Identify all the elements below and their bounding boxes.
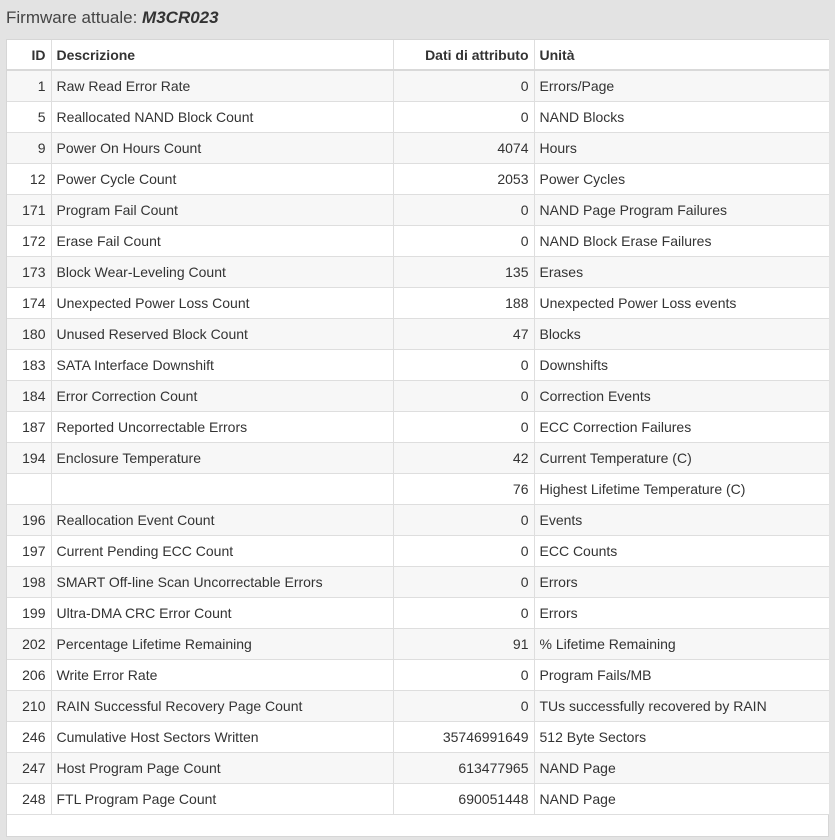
column-header-attribute-data[interactable]: Dati di attributo xyxy=(393,40,534,70)
attribute-unit-cell: Unexpected Power Loss events xyxy=(534,288,829,319)
attribute-unit-cell: Erases xyxy=(534,257,829,288)
attribute-id-cell: 172 xyxy=(7,226,51,257)
attribute-id-cell: 248 xyxy=(7,784,51,815)
table-row[interactable] xyxy=(7,133,829,164)
attribute-description-cell: Raw Read Error Rate xyxy=(51,70,393,102)
attribute-id-cell: 173 xyxy=(7,257,51,288)
attribute-description-cell: Program Fail Count xyxy=(51,195,393,226)
attribute-unit-cell: ECC Correction Failures xyxy=(534,412,829,443)
table-row[interactable] xyxy=(7,226,829,257)
column-header-description[interactable]: Descrizione xyxy=(51,40,393,70)
attribute-description-cell: Unused Reserved Block Count xyxy=(51,319,393,350)
attribute-value-cell: 613477965 xyxy=(393,753,534,784)
attribute-value-cell: 0 xyxy=(393,660,534,691)
table-body xyxy=(7,70,829,815)
attribute-id-cell: 5 xyxy=(7,102,51,133)
attribute-id-cell: 194 xyxy=(7,443,51,474)
attribute-value-cell: 0 xyxy=(393,350,534,381)
attribute-description-cell: Write Error Rate xyxy=(51,660,393,691)
attribute-description-cell: Current Pending ECC Count xyxy=(51,536,393,567)
attribute-id-cell: 197 xyxy=(7,536,51,567)
attribute-value-cell: 0 xyxy=(393,505,534,536)
attribute-description-cell: SATA Interface Downshift xyxy=(51,350,393,381)
table-row[interactable] xyxy=(7,660,829,691)
table-row[interactable] xyxy=(7,474,829,505)
attribute-id-cell: 198 xyxy=(7,567,51,598)
table-row[interactable] xyxy=(7,195,829,226)
attribute-id-cell: 206 xyxy=(7,660,51,691)
smart-attributes-table xyxy=(7,40,829,815)
attribute-unit-cell: Program Fails/MB xyxy=(534,660,829,691)
table-header-row xyxy=(7,40,829,70)
attribute-value-cell: 0 xyxy=(393,412,534,443)
table-row[interactable] xyxy=(7,257,829,288)
attribute-id-cell: 12 xyxy=(7,164,51,195)
attribute-description-cell: Erase Fail Count xyxy=(51,226,393,257)
attribute-description-cell: Unexpected Power Loss Count xyxy=(51,288,393,319)
attribute-value-cell: 0 xyxy=(393,102,534,133)
attribute-id-cell: 180 xyxy=(7,319,51,350)
attribute-description-cell: Power On Hours Count xyxy=(51,133,393,164)
table-row[interactable] xyxy=(7,753,829,784)
attribute-unit-cell: Current Temperature (C) xyxy=(534,443,829,474)
attribute-description-cell: Enclosure Temperature xyxy=(51,443,393,474)
attribute-description-cell: Ultra-DMA CRC Error Count xyxy=(51,598,393,629)
attribute-unit-cell: % Lifetime Remaining xyxy=(534,629,829,660)
attribute-value-cell: 2053 xyxy=(393,164,534,195)
attribute-id-cell: 199 xyxy=(7,598,51,629)
attribute-value-cell: 0 xyxy=(393,536,534,567)
firmware-header xyxy=(6,8,219,28)
attribute-unit-cell: Highest Lifetime Temperature (C) xyxy=(534,474,829,505)
attribute-value-cell: 0 xyxy=(393,691,534,722)
table-row[interactable] xyxy=(7,567,829,598)
attribute-value-cell: 35746991649 xyxy=(393,722,534,753)
table-row[interactable] xyxy=(7,536,829,567)
attribute-unit-cell: Blocks xyxy=(534,319,829,350)
attribute-value-cell: 135 xyxy=(393,257,534,288)
attribute-description-cell: SMART Off-line Scan Uncorrectable Errors xyxy=(51,567,393,598)
attribute-description-cell: FTL Program Page Count xyxy=(51,784,393,815)
attribute-value-cell: 47 xyxy=(393,319,534,350)
attribute-id-cell: 187 xyxy=(7,412,51,443)
table-row[interactable] xyxy=(7,598,829,629)
attribute-value-cell: 91 xyxy=(393,629,534,660)
table-row[interactable] xyxy=(7,691,829,722)
attribute-value-cell: 690051448 xyxy=(393,784,534,815)
attribute-value-cell: 0 xyxy=(393,70,534,102)
table-row[interactable] xyxy=(7,350,829,381)
attribute-id-cell: 183 xyxy=(7,350,51,381)
smart-attributes-panel xyxy=(6,39,829,837)
attribute-id-cell: 202 xyxy=(7,629,51,660)
attribute-unit-cell: Downshifts xyxy=(534,350,829,381)
table-row[interactable] xyxy=(7,102,829,133)
table-row[interactable] xyxy=(7,319,829,350)
attribute-unit-cell: Correction Events xyxy=(534,381,829,412)
attribute-description-cell: Reallocation Event Count xyxy=(51,505,393,536)
attribute-value-cell: 0 xyxy=(393,226,534,257)
attribute-unit-cell: Hours xyxy=(534,133,829,164)
attribute-unit-cell: NAND Page Program Failures xyxy=(534,195,829,226)
attribute-value-cell: 0 xyxy=(393,567,534,598)
attribute-id-cell: 210 xyxy=(7,691,51,722)
attribute-id-cell: 196 xyxy=(7,505,51,536)
column-header-unit[interactable]: Unità xyxy=(534,40,829,70)
attribute-id-cell: 174 xyxy=(7,288,51,319)
attribute-unit-cell: Errors xyxy=(534,598,829,629)
table-row[interactable] xyxy=(7,288,829,319)
table-row[interactable] xyxy=(7,70,829,102)
attribute-value-cell: 0 xyxy=(393,195,534,226)
column-header-id[interactable]: ID xyxy=(7,40,51,70)
attribute-description-cell: Percentage Lifetime Remaining xyxy=(51,629,393,660)
attribute-unit-cell: Power Cycles xyxy=(534,164,829,195)
attribute-unit-cell: Errors xyxy=(534,567,829,598)
attribute-unit-cell: NAND Blocks xyxy=(534,102,829,133)
attribute-value-cell: 0 xyxy=(393,381,534,412)
attribute-description-cell: Host Program Page Count xyxy=(51,753,393,784)
table-row[interactable] xyxy=(7,629,829,660)
attribute-unit-cell: Errors/Page xyxy=(534,70,829,102)
firmware-version: M3CR023 xyxy=(142,8,219,27)
attribute-value-cell: 4074 xyxy=(393,133,534,164)
attribute-unit-cell: 512 Byte Sectors xyxy=(534,722,829,753)
attribute-unit-cell: TUs successfully recovered by RAIN xyxy=(534,691,829,722)
attribute-id-cell: 1 xyxy=(7,70,51,102)
attribute-id-cell: 9 xyxy=(7,133,51,164)
attribute-value-cell: 188 xyxy=(393,288,534,319)
attribute-id-cell: 246 xyxy=(7,722,51,753)
attribute-value-cell: 42 xyxy=(393,443,534,474)
attribute-description-cell: Block Wear-Leveling Count xyxy=(51,257,393,288)
firmware-label: Firmware attuale: xyxy=(6,8,143,27)
attribute-description-cell: Cumulative Host Sectors Written xyxy=(51,722,393,753)
table-row[interactable] xyxy=(7,381,829,412)
attribute-description-cell: RAIN Successful Recovery Page Count xyxy=(51,691,393,722)
table-row[interactable] xyxy=(7,412,829,443)
attribute-value-cell: 76 xyxy=(393,474,534,505)
attribute-id-cell: 171 xyxy=(7,195,51,226)
attribute-id-cell: 247 xyxy=(7,753,51,784)
attribute-unit-cell: NAND Page xyxy=(534,753,829,784)
attribute-description-cell: Error Correction Count xyxy=(51,381,393,412)
table-row[interactable] xyxy=(7,784,829,815)
attribute-unit-cell: NAND Page xyxy=(534,784,829,815)
attribute-description-cell: Power Cycle Count xyxy=(51,164,393,195)
table-row[interactable] xyxy=(7,443,829,474)
attribute-unit-cell: NAND Block Erase Failures xyxy=(534,226,829,257)
attribute-id-cell xyxy=(7,474,51,505)
table-row[interactable] xyxy=(7,164,829,195)
attribute-unit-cell: Events xyxy=(534,505,829,536)
attribute-unit-cell: ECC Counts xyxy=(534,536,829,567)
table-row[interactable] xyxy=(7,722,829,753)
attribute-id-cell: 184 xyxy=(7,381,51,412)
attribute-description-cell: Reallocated NAND Block Count xyxy=(51,102,393,133)
attribute-description-cell xyxy=(51,474,393,505)
attribute-value-cell: 0 xyxy=(393,598,534,629)
table-row[interactable] xyxy=(7,505,829,536)
attribute-description-cell: Reported Uncorrectable Errors xyxy=(51,412,393,443)
